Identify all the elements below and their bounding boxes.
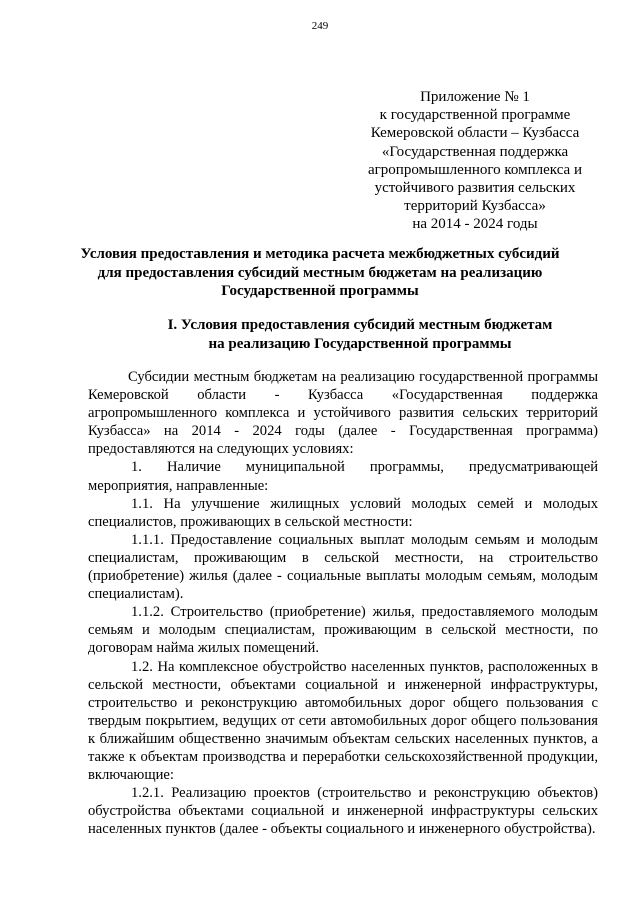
appendix-line: территорий Кузбасса» — [404, 198, 546, 215]
appendix-line: устойчивого развития сельских — [374, 180, 576, 197]
section-heading-line: I. Условия предоставления субсидий местным бюджетам — [167, 317, 553, 333]
appendix-header — [350, 88, 600, 234]
appendix-line: на 2014 - 2024 годы — [412, 216, 538, 233]
appendix-line: агропромышленного комплекса и — [368, 161, 582, 178]
appendix-line: Приложение № 1 — [420, 89, 530, 105]
paragraph: 1.2.1. Реализацию проектов (строительство и реконструкцию объектов) обустройства объектами социальной и инженерной инфраструктуры сельских населенных пунктов (далее - объекты социального и инженерного обустройства). — [88, 785, 598, 838]
page-number: 249 — [311, 20, 329, 32]
appendix-line: Кемеровской области – Кузбасса — [370, 125, 580, 142]
appendix-line: «Государственная поддержка — [381, 143, 569, 160]
paragraph: 1.1.1. Предоставление социальных выплат молодым семьям и молодым специалистам, проживающим в сельской местности, на строительство (приобретение) жилья (далее - социальные выплаты молодым семьям, молодым специалистам). — [88, 531, 598, 603]
paragraph: 1. Наличие муниципальной программы, предусматривающей мероприятия, направленные: — [88, 459, 598, 494]
section-heading-line: на реализацию Государственной программы — [208, 335, 512, 352]
document-title-line: для предоставления субсидий местным бюджетам на реализацию — [97, 264, 543, 281]
paragraph: 1.2. На комплексное обустройство населенных пунктов, расположенных в сельской местности, объектами социальной и инженерной инфраструктуры, строительство и реконструкцию автомобильных дорог общего пользования с твердым покрытием, ведущих от сети автомобильных дорог общего пользования к ближайшим общественно значимым объектам сельских населенных пунктов, а также к объектам производства и переработки сельскохозяйственной продукции, включающие: — [88, 658, 598, 784]
paragraph: 1.1. На улучшение жилищных условий молодых семей и молодых специалистов, проживающих в сельской местности: — [88, 495, 598, 530]
appendix-line: к государственной программе — [379, 107, 571, 124]
paragraph: 1.1.2. Строительство (приобретение) жилья, предоставляемого молодым семьям и молодым специалистам, проживающим в сельской местности, по договорам найма жилых помещений. — [88, 604, 598, 657]
body-text — [88, 368, 598, 838]
document-title-line: Государственной программы — [221, 283, 419, 299]
document-title-line: Условия предоставления и методика расчета межбюджетных субсидий — [80, 246, 560, 262]
document-title — [60, 245, 580, 301]
paragraph: Субсидии местным бюджетам на реализацию государственной программы Кемеровской области - Кузбасса «Государственная поддержка агропромышленного комплекса и устойчивого развития сельских территорий Кузбасса» на 2014 - 2024 годы (далее - Государственная программа) предоставляются на следующих условиях: — [88, 369, 598, 458]
section-heading — [110, 316, 610, 353]
